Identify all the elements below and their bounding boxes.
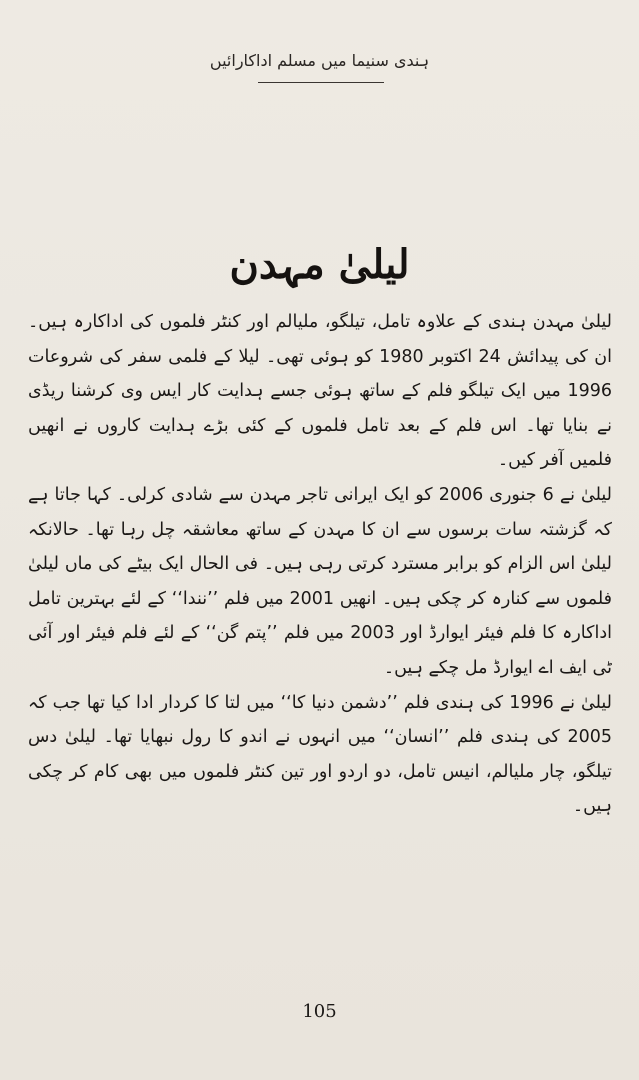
chapter-title: لیلیٰ مہدن — [229, 240, 410, 288]
paragraph-1: لیلیٰ مہدن ہندی کے علاوہ تامل، تیلگو، ملیالم اور کنٹر فلموں کی اداکارہ ہیں۔ ان کی پیدائش 24 اکتوبر 1980 کو ہوئی تھی۔ لیلا کے فلمی سفر کی شروعات 1996 میں ایک تیلگو فلم کے ساتھ ہوئی جسے ہدایت کار ایس وی کرشنا ریڈی نے بنایا تھا۔ اس فلم کے بعد تامل فلموں کے کئی بڑے ہدایت کاروں نے انھیں فلمیں آفر کیں۔ — [28, 312, 612, 471]
running-header: ہندی سنیما میں مسلم اداکارائیں — [209, 51, 430, 70]
paragraph-3: لیلیٰ نے 1996 کی ہندی فلم ’’دشمن دنیا کا‘‘ میں لتا کا کردار ادا کیا تھا جب کہ 2005 کی ہندی فلم ’’انسان‘‘ میں انہوں نے اندو کا رول نبھایا تھا۔ لیلیٰ دس تیلگو، چار ملیالم، انیس تامل، دو اردو اور تین کنٹر فلموں میں بھی کام کر چکی ہیں۔ — [28, 692, 612, 817]
header-divider — [258, 82, 384, 83]
paragraph-2: لیلیٰ نے 6 جنوری 2006 کو ایک ایرانی تاجر مہدن سے شادی کرلی۔ کہا جاتا ہے کہ گزشتہ سات برسوں سے ان کا مہدن کے ساتھ معاشقہ چل رہا تھا۔ حالانکہ لیلیٰ اس الزام کو برابر مسترد کرتی رہی ہیں۔ فی الحال ایک بیٹے کی ماں لیلیٰ فلموں سے کنارہ کر چکی ہیں۔ انھیں 2001 میں فلم ’’نندا‘‘ کے لئے بہترین تامل اداکارہ کا فلم فیئر ایوارڈ اور 2003 میں فلم ’’پتم گن‘‘ کے لئے فلم فیئر اور آئی ٹی ایف اے ایوارڈ مل چکے ہیں۔ — [28, 484, 612, 678]
page-number: 105 — [302, 1001, 337, 1022]
body-text — [28, 305, 612, 824]
